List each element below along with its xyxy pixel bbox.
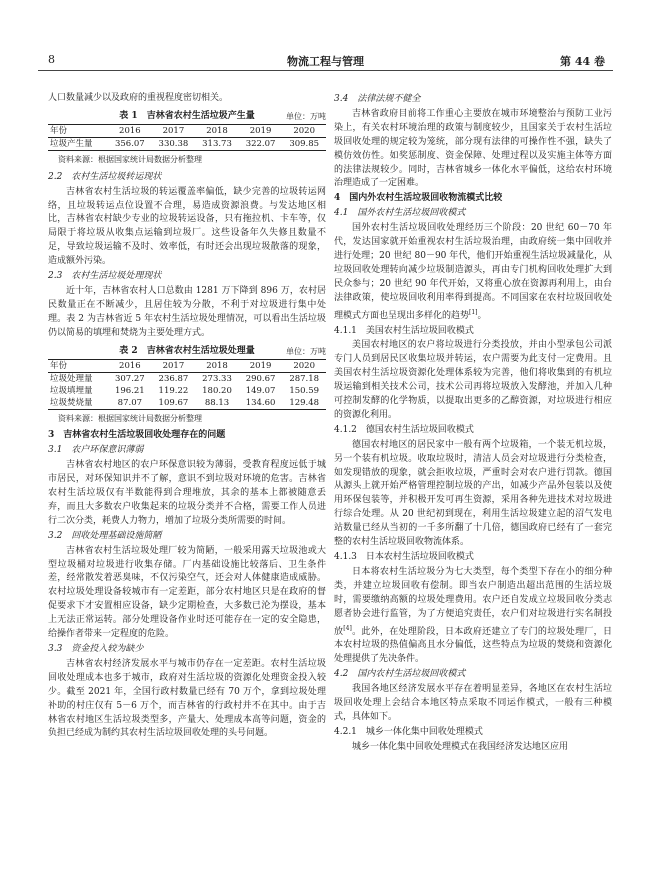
table-header: 2018: [195, 124, 239, 137]
table-cell: 109.67: [152, 397, 196, 410]
table-cell: 307.27: [114, 373, 145, 384]
table-header: 2016: [108, 124, 152, 137]
section-heading: 4.1.2 德国农村生活垃圾回收模式: [334, 424, 474, 435]
paragraph-text: 国外农村生活垃圾回收处理经历三个阶段：20 世纪 60－70 年代，发达国家就开始重视农村生活垃圾治理，由政府统一集中回收并进行处理；20 世纪 80－90 年代，他们开始重视生活垃圾减量化，从垃圾回收处理转向减少垃圾制造源头，再由专门机构回收处理扩大到民众参与；20 世纪 90 年代开始，又将重心放在资源再利用上，由台法律政策，使垃圾回收利用率得到提高。不同国家在农村垃圾回收处理模式方面也呈现出多样化的趋势: [334, 223, 612, 321]
table-cell: 287.18: [289, 373, 320, 384]
table-row: [48, 137, 326, 150]
table-cell: 88.13: [195, 397, 239, 410]
table-cell: 236.87: [158, 373, 189, 384]
table-cell: 垃圾焚烧量: [48, 397, 108, 410]
table2-caption: [48, 345, 326, 359]
table-cell: 290.67: [245, 373, 276, 384]
paragraph: 吉林省农村地区的农户环保意识较为薄弱，受教育程度远低于城市居民，对环保知识并不了解，意识不到垃圾对环境的危害。吉林省农村生活垃圾仅有半数能得到合理堆放，其余的基本上都被随意丢弃，而且大多数农户收集起来的垃圾分类并不合格，需要工作人员进行二次分类，耗费人力物力，增加了垃圾分类所需要的时间。: [48, 460, 326, 526]
table-cell: 垃圾处理量: [50, 373, 93, 384]
right-column: [334, 92, 612, 755]
table-header: 年份: [48, 359, 108, 372]
table-row: [48, 372, 326, 385]
table-cell: 196.21: [114, 385, 145, 396]
table-cell: 322.07: [239, 137, 283, 150]
table-cell: 129.48: [282, 397, 326, 410]
section-heading: 3.1 农户环保意识薄弱: [48, 445, 144, 456]
paragraph-text: 。: [477, 310, 487, 321]
section-heading: 4.1.1 美国农村生活垃圾回收模式: [334, 325, 474, 336]
table1-caption: [48, 110, 326, 124]
paragraph: 德国农村地区的居民家中一般有两个垃圾箱，一个装无机垃圾，另一个装有机垃圾。收取垃圾时，清洁人员会对垃圾进行分类检查，如发现错放的现象，就会拒收垃圾，严重时会对农户进行罚款。德国从源头上就开始严格管理控制垃圾的产出，如减少产品外包装以及使用环保包装等，并积极开发可再生资源，采用各种先进技术对垃圾进行综合处理。从 20 世纪初到现在，利用生活垃圾建立起的沼气发电站数量已经从当初的一千多所翻了十几倍，德国政府已经有了一套完整的农村生活垃圾回收物流体系。: [334, 439, 612, 548]
table-cell: 150.59: [289, 385, 320, 396]
paragraph: 近十年，吉林省农村人口总数由 1281 万下降到 896 万，农村居民数量正在不断减少，且居住较为分散，不利于对垃圾进行集中处理。表 2 为吉林省近 5 年农村生活垃圾处理情况，可以看出生活垃圾仍以简易的填埋和焚烧为主要处理方式。: [48, 285, 326, 338]
table-cell: 垃圾填埋量: [50, 385, 93, 396]
table2-source: 资料来源：根据国家统计局数据分析整理: [58, 413, 202, 423]
table2: [48, 359, 326, 410]
table-header: 年份: [48, 124, 108, 137]
table-header: 2017: [152, 359, 196, 372]
table-cell: 356.07: [108, 137, 152, 150]
table1-title: 表 1 吉林省农村生活垃圾产生量: [119, 110, 255, 121]
volume-label: 第 44 卷: [560, 55, 605, 68]
section-heading: 4.2 国内农村生活垃圾回收模式: [334, 669, 466, 680]
table-header: 2020: [282, 359, 326, 372]
citation: [1]: [469, 308, 478, 316]
section-heading: 4.1.3 日本农村生活垃圾回收模式: [334, 552, 474, 562]
section-heading: 2.3 农村生活垃圾处理现状: [48, 271, 162, 282]
paragraph: 吉林省农村生活垃圾的转运覆盖率偏低，缺少完善的垃圾转运网络，且垃圾转运点位设置不合理，易造成资源浪费。与发达地区相比，吉林省农村缺少专业的垃圾转运设备，只有拖拉机、卡车等，仅局限于将垃圾从收集点运输到垃圾厂。这些设备年久失修且数量不足，导致垃圾运输不及时、效率低，有时还会出现垃圾散落的现象，造成额外污染。: [48, 186, 326, 267]
table-cell: 119.22: [158, 385, 189, 396]
paragraph: 吉林省农村生活垃圾处理厂较为简陋，一般采用露天垃圾池或大型垃圾桶对垃圾进行收集存储。厂内基础设施比较落后、卫生条件差，经常散发着恶臭味，不仅污染空气，还会对人体健康造成威胁。农村垃圾处理设备较城市有一定差距，部分农村地区只是在政府的督促要求下才安置相应设备，缺少定期检查，大多数已沦为摆设，基本上无法正常运转。部分处理设备作业时还可能存在一定的安全隐患，给操作者带来一定程度的危险。: [48, 545, 326, 640]
table-cell: 180.20: [202, 385, 232, 396]
paragraph: [334, 566, 612, 667]
table-header: 2017: [152, 124, 196, 137]
table-cell: 273.33: [202, 373, 232, 384]
table2-unit: 单位：万吨: [286, 346, 326, 356]
section-heading: 4.1 国外农村生活垃圾回收模式: [334, 208, 466, 219]
paragraph: [334, 222, 612, 323]
citation: [4]: [343, 624, 352, 632]
paragraph-text: 。此外，在处理阶段，日本政府还建立了专门的垃圾处理厂，日本农村垃圾的热值偏高且水分偏低，这些特点为垃圾的焚烧和资源化处理提供了先决条件。: [334, 626, 612, 665]
section-heading: 3.2 回收处理基础设施简陋: [48, 530, 162, 541]
table1-unit: 单位：万吨: [286, 111, 326, 121]
table-cell: 309.85: [282, 137, 326, 150]
table-cell: 330.38: [152, 137, 196, 150]
table2-title: 表 2 吉林省农村生活垃圾处理量: [119, 345, 255, 356]
section-heading: 2.2 农村生活垃圾转运现状: [48, 171, 162, 182]
table1: [48, 124, 326, 151]
paragraph: 人口数量减少以及政府的重视程度密切相关。: [48, 93, 229, 103]
section-heading: 3 吉林省农村生活垃圾回收处理存在的问题: [48, 430, 226, 441]
table-cell: 149.07: [245, 385, 276, 396]
table-header: 2016: [108, 359, 152, 372]
page-header: [38, 50, 613, 71]
section-heading: 3.3 资金投入较为缺少: [48, 644, 144, 654]
table-cell: 垃圾产生量: [48, 137, 108, 150]
table-cell: 313.73: [195, 137, 239, 150]
section-heading: 4.2.1 城乡一体化集中回收处理模式: [334, 726, 483, 737]
table-header: 2019: [239, 124, 283, 137]
table-header: 2019: [239, 359, 283, 372]
table-cell: 134.60: [239, 397, 283, 410]
paragraph-text: 日本将农村生活垃圾分为七大类型，每个类型下存在小的细分种类，并建立垃圾回收有偿制。即当农户制造出超出范围的生活垃圾时，需要缴纳高额的垃圾处理费用。农户还自发成立垃圾回收分类志愿者协会进行监管，为了方便追究责任，农户们对垃圾进行实名制投放: [334, 566, 612, 637]
paragraph: 美国农村地区的农户将垃圾进行分类投放，并由小型承包公司派专门人员到居民区收集垃圾并转运，农户需要为此支付一定费用。且美国农村生活垃圾资源化处理体系较为完善，他们将收集到的有机垃圾运输到相关技术公司，技术公司再将垃圾放入发酵池，并加入几种可控制发酵的化学物质，以提取出更多的乙醇资源，对垃圾进行相应的资源化利用。: [334, 340, 612, 420]
table-header: 2020: [282, 124, 326, 137]
section-heading: 3.4 法律法规不健全: [334, 94, 421, 104]
paragraph: 我国各地区经济发展水平存在着明显差异，各地区在农村生活垃圾回收处理上会结合本地区特点采取不同运作模式，一般有三种模式，具体如下。: [334, 684, 612, 722]
table-cell: 87.07: [108, 397, 152, 410]
paragraph: 吉林省农村经济发展水平与城市仍存在一定差距。农村生活垃圾回收处理成本也多于城市，政府对生活垃圾的资源化处理资金投入较少。截至 2021 年，全国行政村数量已经有 70 万个，拿到垃圾处理补助的村庄仅有 5－6 万个，而吉林省的行政村并不在其中。由于吉林省农村地区生活垃圾类型多，产量大、处理成本高等问题，资金的负担已经成为制约其农村生活垃圾回收处理的头号问题。: [48, 658, 326, 739]
left-column: [48, 92, 326, 741]
paragraph: 城乡一体化集中回收处理模式在我国经济发达地区应用: [352, 741, 569, 752]
section-heading: 4 国内外农村生活垃圾回收物流模式比较: [334, 193, 503, 204]
paragraph: 吉林省政府目前将工作重心主要放在城市环境整治与预防工业污染上，有关农村环境治理的政策与制度较少，且国家关于农村生活垃圾回收处理的规定较为笼统，部分现有法律的可操作性不强，缺失了模仿效仿性。如奖惩制度、资金保障、处理过程以及实施主体等方面的法律法规较少。同时，吉林省城乡一体化水平偏低，这给农村环境治理造成了一定困难。: [334, 108, 612, 189]
table-row: [48, 397, 326, 410]
table-header: 2018: [195, 359, 239, 372]
table-row: [48, 385, 326, 397]
journal-title: 物流工程与管理: [287, 55, 364, 68]
table1-source: 资料来源：根据国家统计局数据分析整理: [58, 154, 202, 164]
page-number: 8: [48, 53, 55, 66]
